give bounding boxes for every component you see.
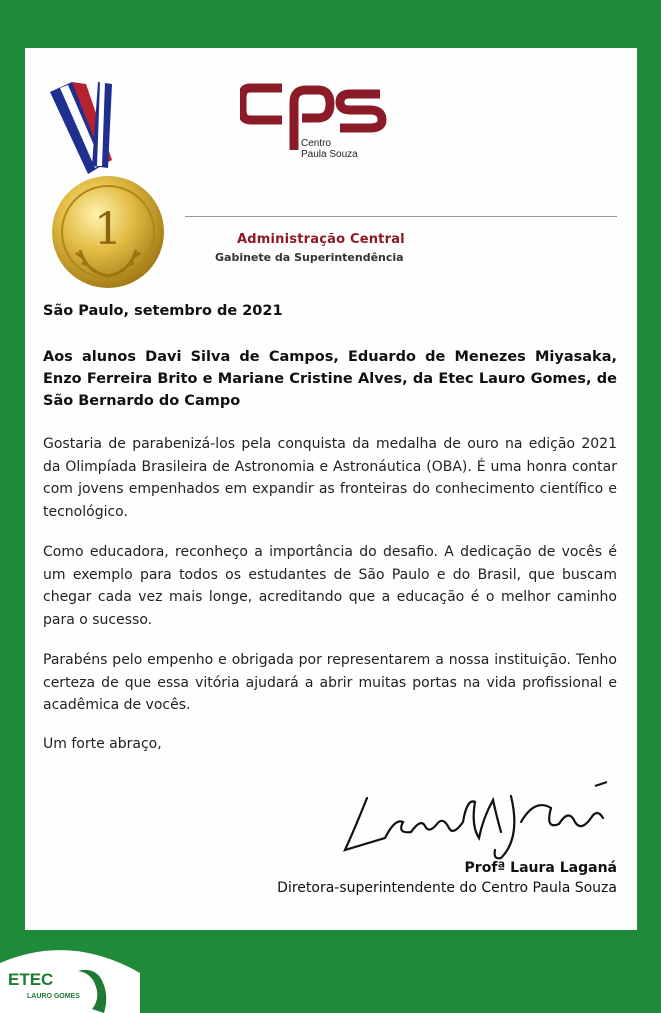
letter-date: São Paulo, setembro de 2021 bbox=[43, 303, 283, 319]
letter-closing: Um forte abraço, bbox=[43, 736, 162, 752]
logo-caption bbox=[301, 138, 358, 160]
green-frame bbox=[0, 0, 661, 40]
letter-paragraph-2: Como educadora, reconheço a importância do desafio. A dedicação de vocês é um exemplo para todos os estudantes de São Paulo e do Brasil, que buscam chegar cada vez mais longe, acreditando que a educação é o melhor caminho para o sucesso. bbox=[43, 544, 617, 628]
handwritten-signature bbox=[325, 778, 615, 863]
header-divider bbox=[185, 216, 617, 217]
office-title: Gabinete da Superintendência bbox=[215, 251, 404, 264]
signer-name: Profª Laura Laganá bbox=[464, 860, 617, 876]
letter-page bbox=[25, 48, 637, 930]
logo-line1: Centro bbox=[301, 138, 332, 149]
signer-role: Diretora-superintendente do Centro Paula Souza bbox=[277, 880, 617, 896]
etec-logo-text: ETEC bbox=[8, 970, 54, 989]
medal-number: 1 bbox=[94, 204, 122, 255]
letter-paragraph-1: Gostaria de parabenizá-los pela conquista da medalha de ouro na edição 2021 da Olimpíada Brasileira de Astronomia e Astronáutica (OBA). É uma honra contar com jovens empenhados em expandir as fronteiras do conhecimento científico e tecnológico. bbox=[43, 436, 617, 520]
department-title: Administração Central bbox=[237, 232, 405, 247]
logo-line2: Paula Souza bbox=[301, 149, 358, 160]
letter-addressee: Aos alunos Davi Silva de Campos, Eduardo de Menezes Miyasaka, Enzo Ferreira Brito e Mariane Cristine Alves, da Etec Lauro Gomes, de São Bernardo do Campo bbox=[43, 349, 617, 409]
etec-logo-sub: LAURO GOMES bbox=[27, 993, 80, 1000]
gold-medal-icon bbox=[42, 82, 172, 292]
letter-paragraph-3: Parabéns pelo empenho e obrigada por representarem a nossa instituição. Tenho certeza de que essa vitória ajudará a abrir muitas portas na vida profissional e acadêmica de vocês. bbox=[43, 652, 617, 713]
